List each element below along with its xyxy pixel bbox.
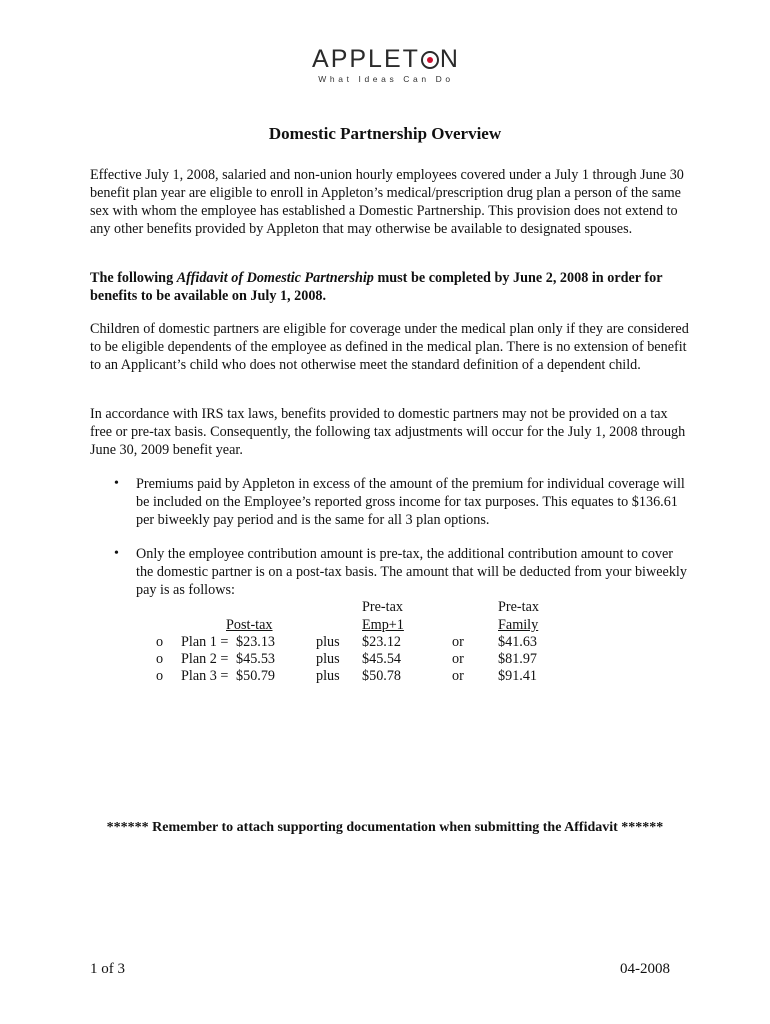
deadline-text-end: must be completed by June 2, 2008 in order for benefits to be available on July 1, 2008. (90, 270, 663, 304)
reminder-note: ****** Remember to attach supporting documentation when submitting the Affidavit ****** (106, 820, 664, 835)
affidavit-title: Affidavit of Domestic Partnership (176, 270, 374, 286)
plus-label: plus (316, 668, 340, 684)
row-marker: o (156, 668, 164, 684)
emp-plus-one-amount: $50.78 (362, 668, 402, 684)
family-amount: $81.97 (498, 651, 538, 667)
logo-word-start: APPLET (312, 45, 420, 73)
header-post-tax: Post-tax (226, 617, 273, 633)
header-family: Family (498, 617, 539, 633)
plan-label: Plan 3 = (181, 668, 229, 684)
post-tax-amount: $45.53 (236, 651, 276, 667)
row-marker: o (156, 634, 164, 650)
logo-wordmark (296, 44, 476, 74)
page-title: Domestic Partnership Overview (268, 124, 502, 143)
plan-label: Plan 1 = (181, 634, 229, 650)
page-number: 1 of 3 (90, 961, 125, 977)
header-emp-pretax: Pre-tax (362, 599, 403, 615)
deadline-text-start: The following (90, 270, 177, 286)
bullet-icon: • (114, 546, 119, 561)
header-emp-plus-one: Emp+1 (362, 617, 404, 633)
bullet-premiums: Premiums paid by Appleton in excess of the amount of the premium for individual coverage will be included on the Employee’s reported gross income for tax purposes. This equates to $136.61 per biweekly pay period and is the same for all 3 plan options. (136, 476, 685, 528)
or-label: or (452, 634, 464, 650)
logo-word-end: N (439, 45, 460, 73)
row-marker: o (156, 651, 164, 667)
plan-label: Plan 2 = (181, 651, 229, 667)
post-tax-amount: $23.13 (236, 634, 276, 650)
logo-o-icon (421, 51, 439, 69)
plus-label: plus (316, 634, 340, 650)
plus-label: plus (316, 651, 340, 667)
post-tax-amount: $50.79 (236, 668, 276, 684)
or-label: or (452, 651, 464, 667)
bullet-contribution: Only the employee contribution amount is pre-tax, the additional contribution amount to cover the domestic partner is on a post-tax basis. The amount that will be deducted from your biweekly pay is as follows: (136, 546, 687, 598)
revision-date: 04-2008 (620, 961, 670, 977)
paragraph-affidavit-deadline (90, 269, 690, 305)
paragraph-tax: In accordance with IRS tax laws, benefits provided to domestic partners may not be provided on a tax free or pre-tax basis. Consequently, the following tax adjustments will occur for the July 1, 2008 through June 30, 2009 benefit year. (90, 406, 686, 458)
header-family-pretax: Pre-tax (498, 599, 539, 615)
or-label: or (452, 668, 464, 684)
family-amount: $41.63 (498, 634, 538, 650)
emp-plus-one-amount: $45.54 (362, 651, 402, 667)
paragraph-children: Children of domestic partners are eligible for coverage under the medical plan only if they are considered to be eligible dependents of the employee as defined in the medical plan. There is no extension of benefit to an Applicant’s child who does not otherwise meet the standard definition of a dependent child. (90, 321, 689, 373)
logo-tagline: What Ideas Can Do (318, 74, 454, 84)
appleton-logo (296, 44, 476, 84)
family-amount: $91.41 (498, 668, 538, 684)
paragraph-eligibility: Effective July 1, 2008, salaried and non-union hourly employees covered under a July 1 through June 30 benefit plan year are eligible to enroll in Appleton’s medical/prescription drug plan a person of the same sex with whom the employee has established a Domestic Partnership. This provision does not extend to any other benefits provided by Appleton that may otherwise be available to designated spouses. (90, 167, 684, 237)
bullet-icon: • (114, 476, 119, 491)
emp-plus-one-amount: $23.12 (362, 634, 402, 650)
